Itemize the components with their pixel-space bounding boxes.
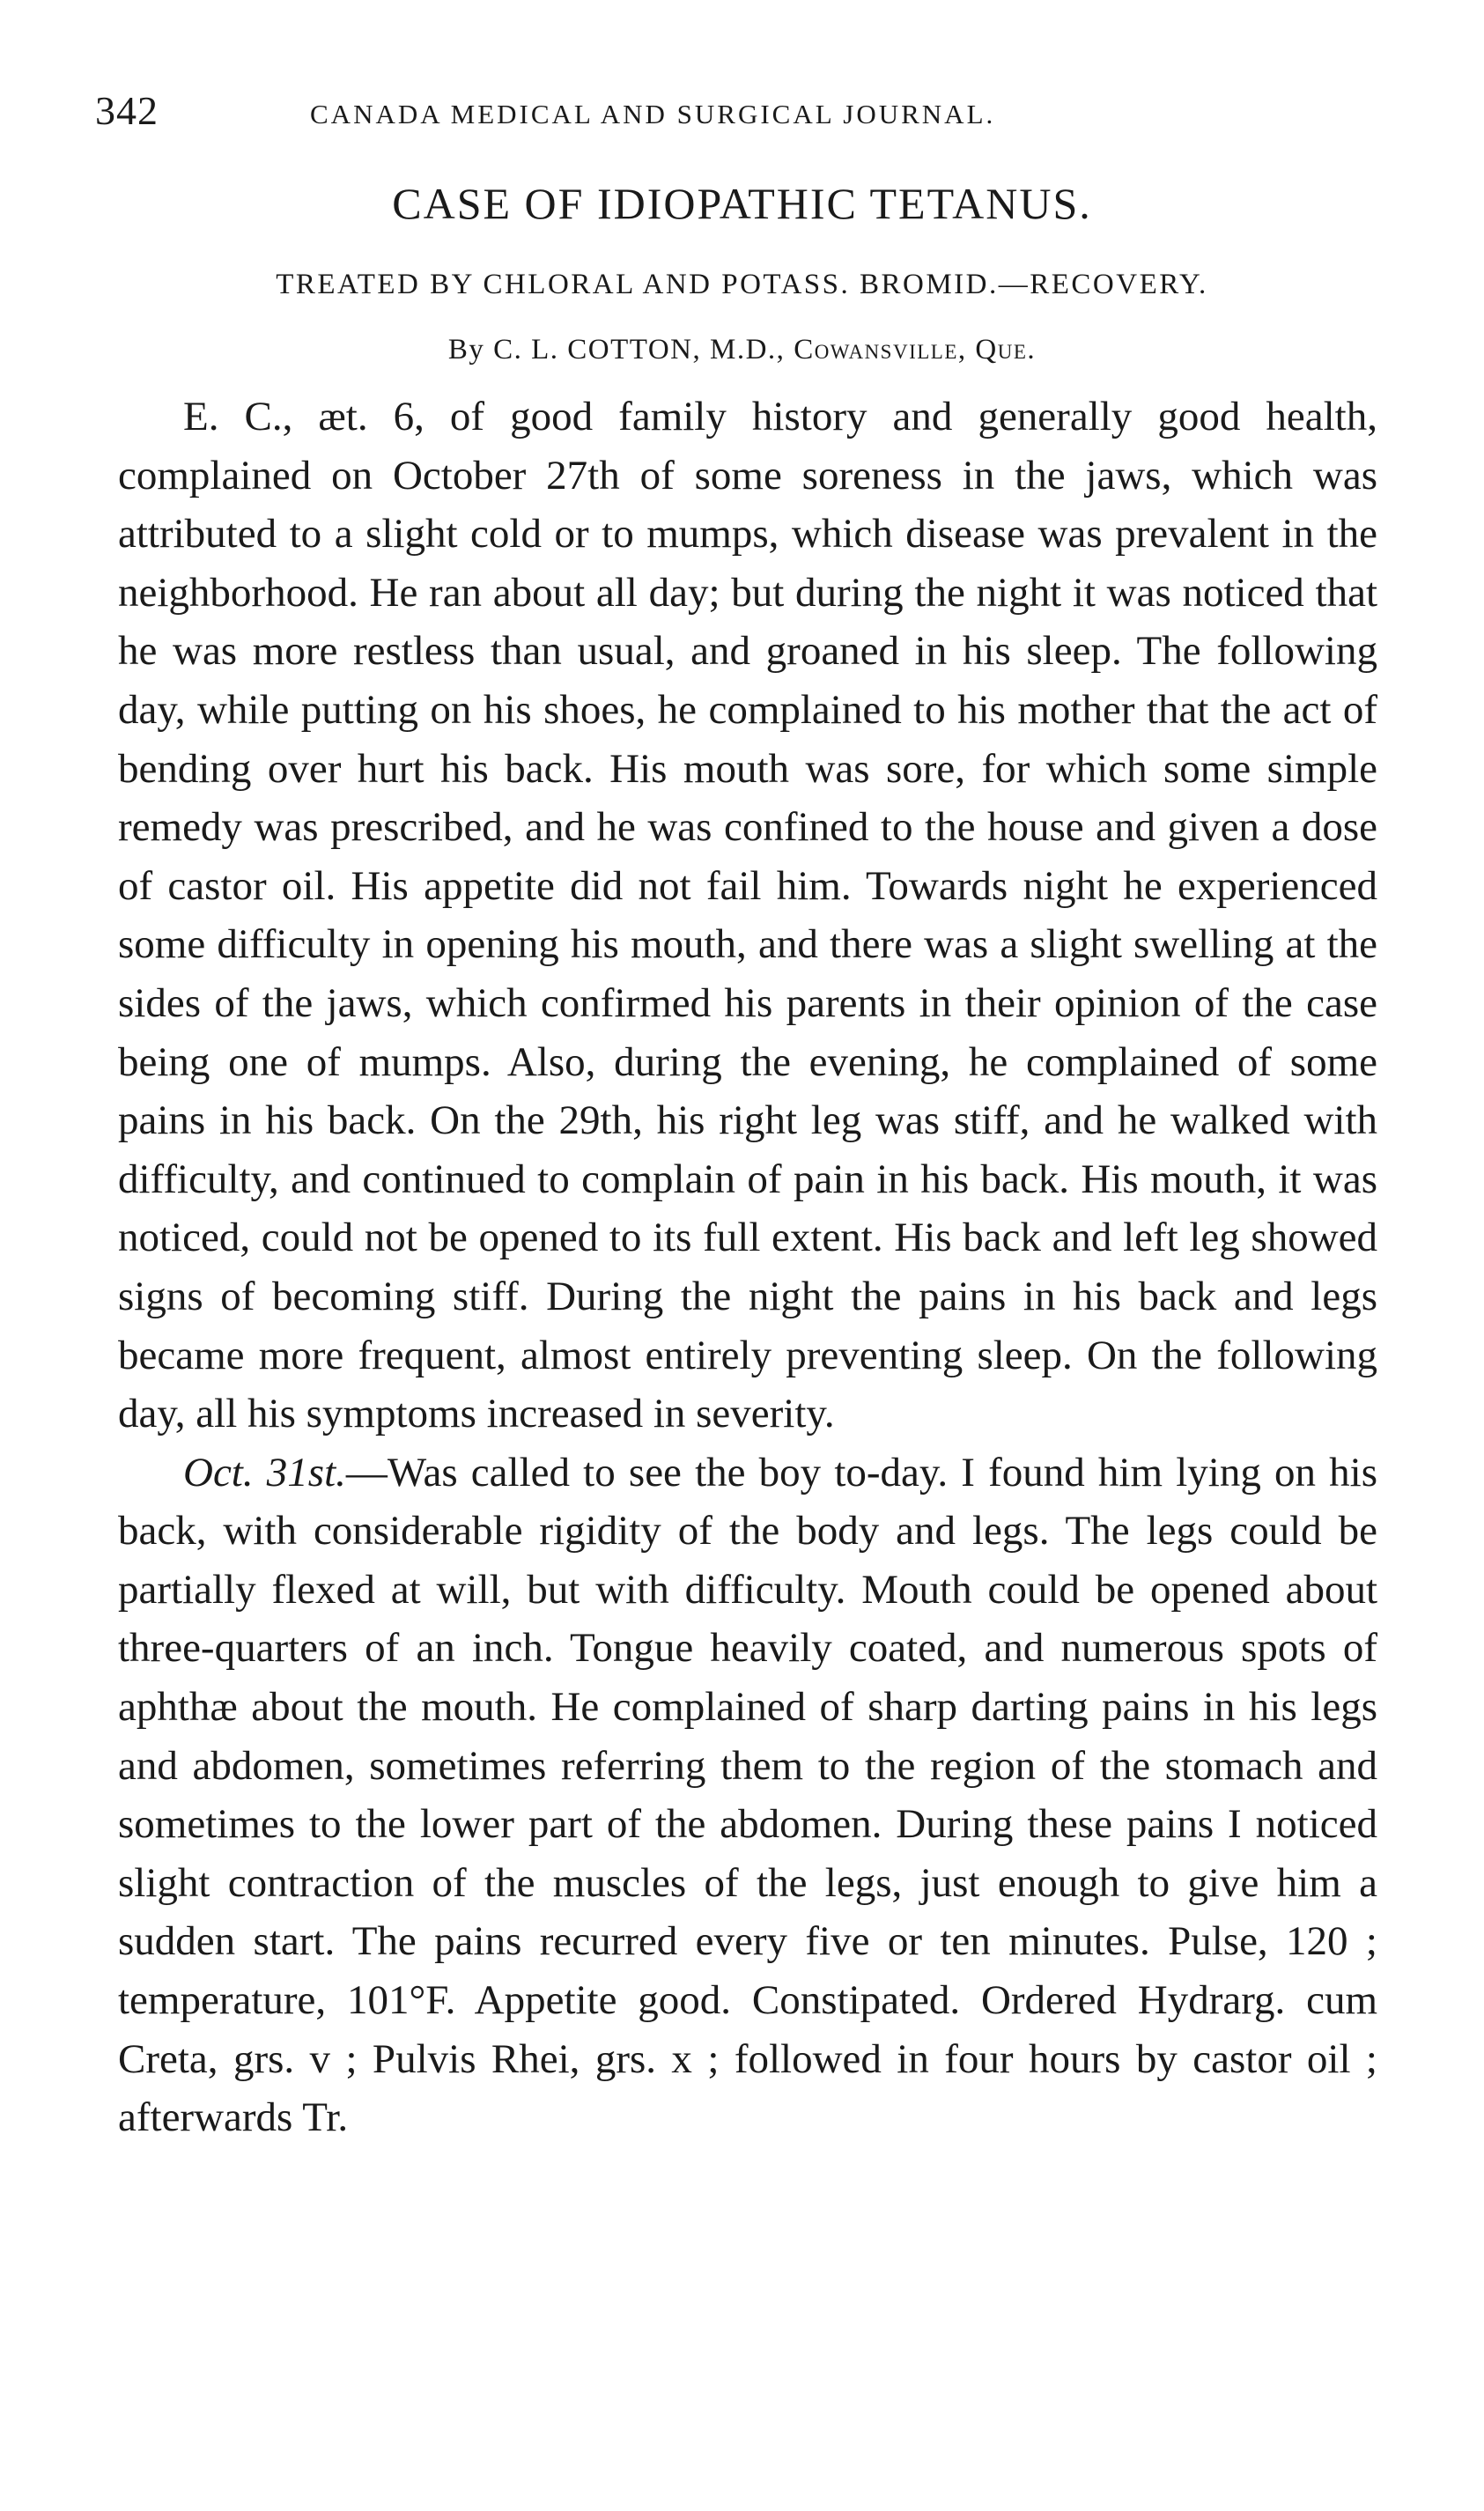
article-body <box>118 388 1377 2147</box>
page-number: 342 <box>95 88 159 133</box>
journal-title: CANADA MEDICAL AND SURGICAL JOURNAL. <box>310 99 996 129</box>
article-subtitle: TREATED BY CHLORAL AND POTASS. BROMID.—RECOVERY. <box>276 269 1208 300</box>
byline-place: Cowansville, Que. <box>794 334 1037 366</box>
running-head <box>95 85 1363 137</box>
paragraph-case-history: E. C., æt. 6, of good family history and generally good health, complained on October 27th of some soreness in the jaws, which was attributed to a slight cold or to mumps, which disease was prevalent in the neighborhood. He ran about all day; but during the night it was noticed that he was more restless than usual, and groaned in his sleep. The following day, while putting on his shoes, he complained to his mother that the act of bending over hurt his back. His mouth was sore, for which some simple remedy was prescribed, and he was confined to the house and given a dose of castor oil. His appetite did not fail him. Towards night he experienced some difficulty in opening his mouth, and there was a slight swelling at the sides of the jaws, which confirmed his parents in their opinion of the case being one of mumps. Also, during the evening, he complained of some pains in his back. On the 29th, his right leg was stiff, and he walked with difficulty, and continued to complain of pain in his back. His mouth, it was noticed, could not be opened to its full extent. His back and left leg showed signs of becoming stiff. During the night the pains in his back and legs became more frequent, almost entirely preventing sleep. On the following day, all his symptoms increased in severity. <box>118 394 1377 1437</box>
article-byline <box>0 328 1484 372</box>
entry-date: Oct. 31st. <box>183 1449 346 1496</box>
byline-author: By C. L. COTTON, M.D., <box>447 334 794 366</box>
paragraph-oct-31 <box>118 1444 1377 2147</box>
article-title: CASE OF IDIOPATHIC TETANUS. <box>392 179 1092 228</box>
entry-text: —Was called to see the boy to-day. I found him lying on his back, with considerable rigidity of the body and legs. The legs could be partially flexed at will, but with difficulty. Mouth could be opened about three-quarters of an inch. Tongue heavily coated, and numerous spots of aphthæ about the mouth. He complained of sharp darting pains in his legs and abdomen, sometimes referring them to the region of the stomach and sometimes to the lower part of the abdomen. During these pains I noticed slight contraction of the muscles of the legs, just enough to give him a sudden start. The pains recurred every five or ten minutes. Pulse, 120 ; temperature, 101°F. Appetite good. Constipated. Ordered Hydrarg. cum Creta, grs. v ; Pulvis Rhei, grs. x ; followed in four hours by castor oil ; afterwards Tr. <box>118 1449 1377 2141</box>
